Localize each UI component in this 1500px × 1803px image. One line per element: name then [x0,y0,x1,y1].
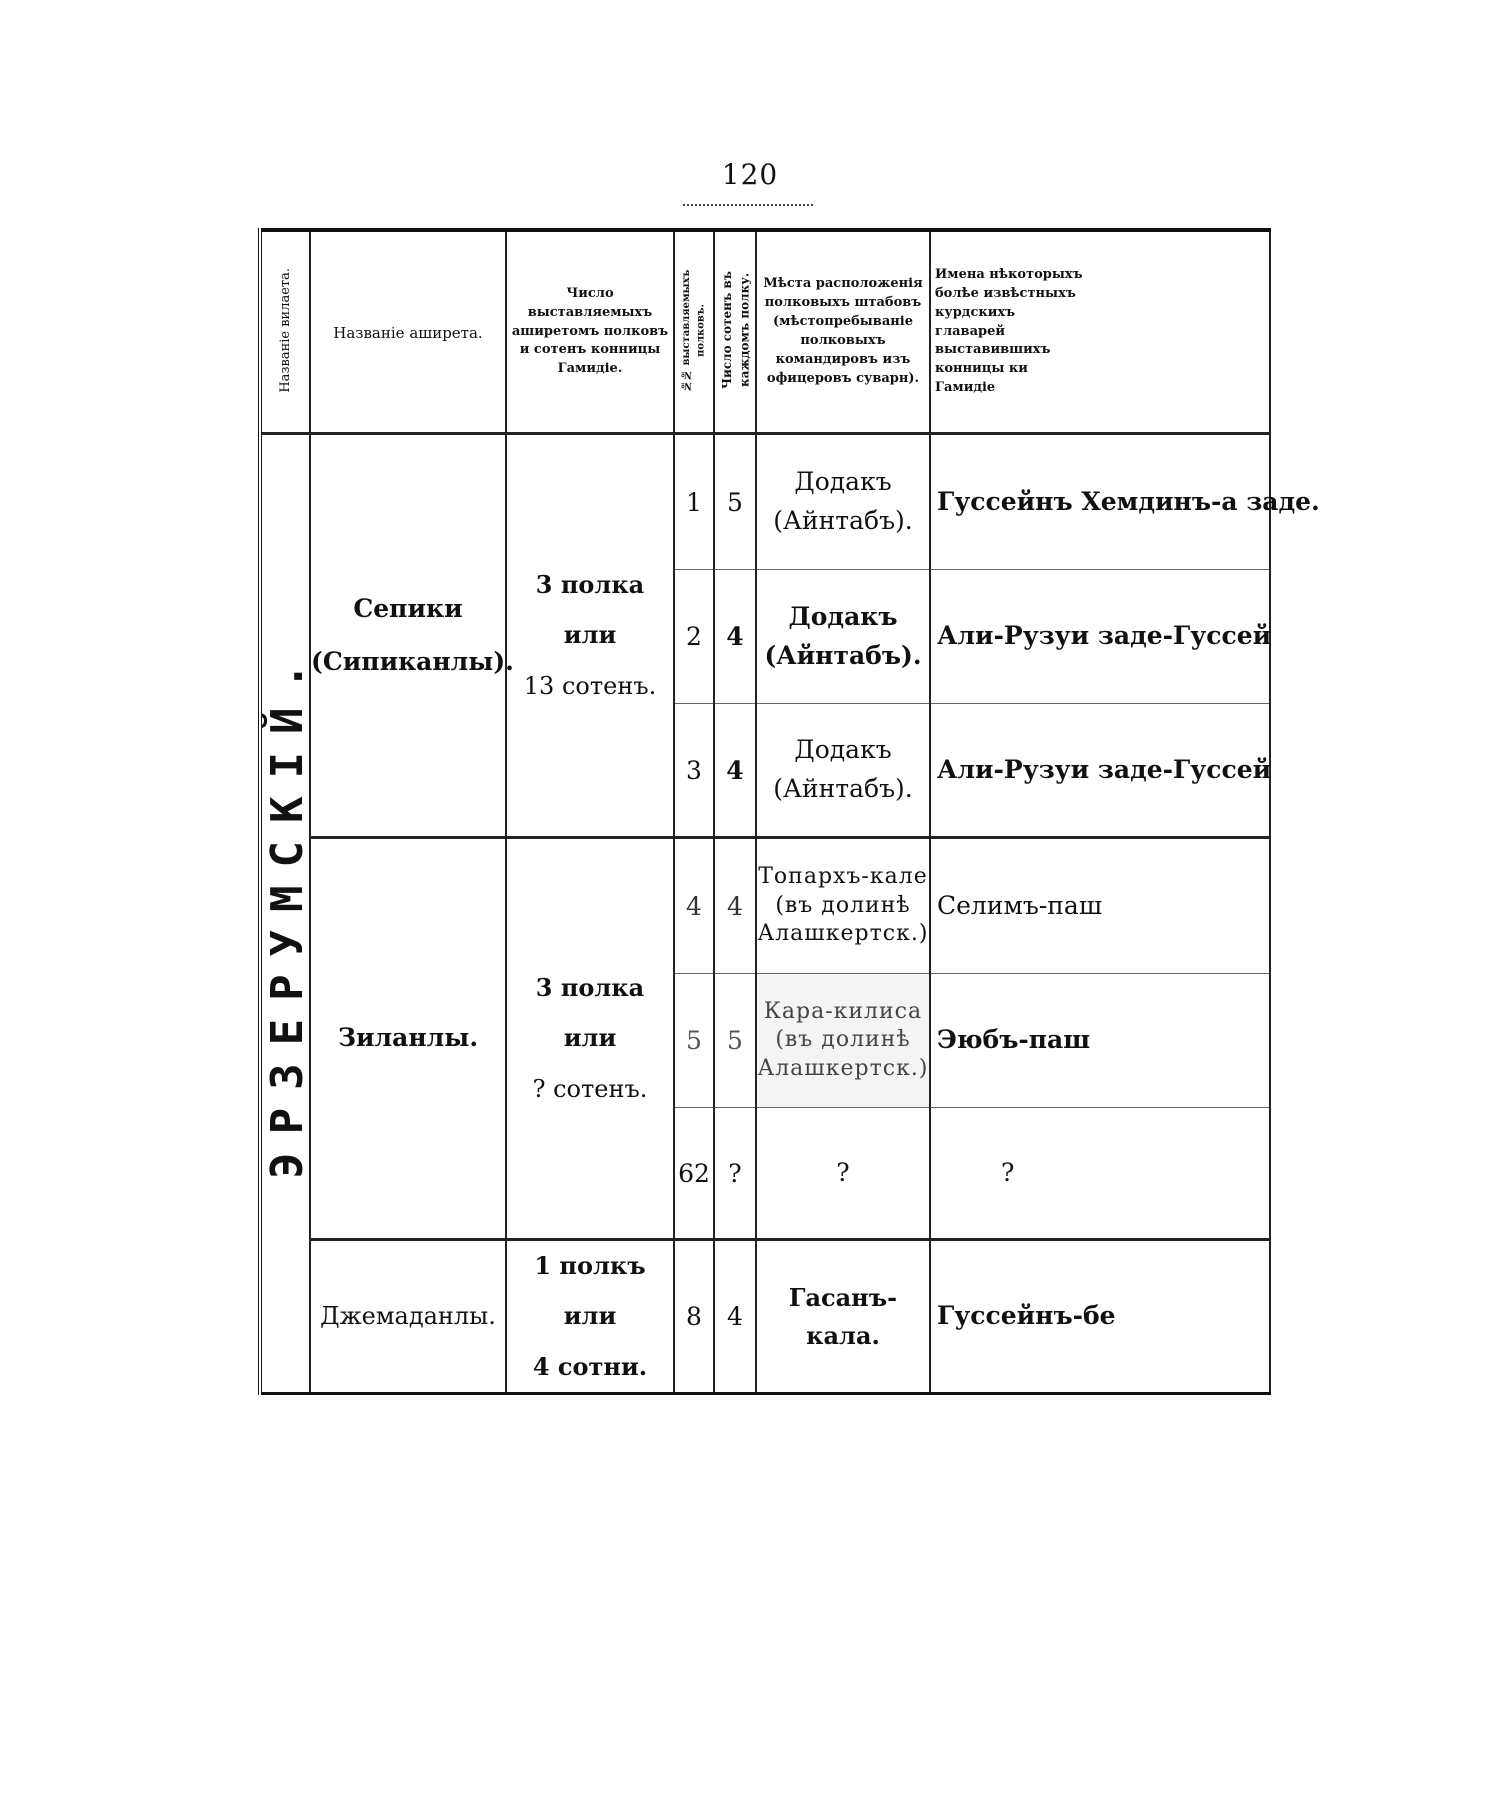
ashiret-name: Джемаданлы. [320,1302,496,1331]
vilayet-cell [260,434,313,1394]
sotni-count: 4 [714,570,756,704]
leader-name: Гуссейнъ-бе [930,1240,1270,1394]
headquarters-place: Додакъ (Айнтабъ). [756,570,930,704]
count-line1: 1 полкъ или [534,1251,646,1331]
leader-name: ? [930,1108,1270,1240]
header-sotni-text: Число сотенъ въ каждомъ полку. [720,271,752,389]
count-cell [506,838,674,1240]
sotni-count: 4 [714,1240,756,1394]
headquarters-place: Кара-килиса (въ долинѣ Алашкертск.) [756,974,930,1108]
header-regiment-no [674,230,714,434]
hamidiye-regiments-table [258,228,1320,1395]
hamidiye-table-wrapper [258,228,1320,1524]
ashiret-cell [310,1240,506,1394]
headquarters-place: Додакъ (Айнтабъ). [756,434,930,570]
sotni-count: ? [714,1108,756,1240]
header-sotni [714,230,756,434]
count-line2: 4 сотни. [532,1351,648,1381]
headquarters-place: Гасанъ-кала. [756,1240,930,1394]
header-ashiret-text: Названіе аширета. [333,323,483,342]
page-number: 120 [721,158,779,191]
regiment-number: 3 [674,704,714,838]
page-number-ornament [683,198,813,206]
leader-name: Али-Рузуи заде-Гуссей [930,704,1270,838]
count-cell [506,1240,674,1394]
header-count [506,230,674,434]
ashiret-cell [310,838,506,1240]
header-names [930,230,1270,434]
vilayet-name: ЭРЗЕРУМСКІЙ. [262,644,313,1179]
count-cell [506,434,674,838]
headquarters-place: Додакъ (Айнтабъ). [756,704,930,838]
regiment-number: 2 [674,570,714,704]
header-vilayet-text: Названіе вилаета. [277,267,293,393]
header-regiment-no-text: №№ выставляемыхъ полковъ. [680,269,706,391]
leader-name: Эюбъ-паш [930,974,1270,1108]
count-line2: 13 сотенъ. [523,671,657,700]
sotni-count: 4 [714,838,756,974]
table-row [260,1240,1270,1394]
count-line1: 3 полка или [535,972,645,1053]
table-row [260,434,1270,570]
ashiret-name: Сепики [353,594,463,623]
headquarters-place: Топархъ-кале (въ долинѣ Алашкертск.) [756,838,930,974]
ashiret-cell [310,434,514,838]
header-ashiret [310,230,506,434]
headquarters-place: ? [756,1108,930,1240]
regiment-number: 5 [674,974,714,1108]
regiment-number: 1 [674,434,714,570]
header-count-text: Число выставляемыхъ аширетомъ полковъ и сотенъ конницы Гамидіе. [511,285,669,377]
leader-name: Селимъ-паш [930,838,1270,974]
leader-name: Гуссейнъ Хемдинъ-а заде. [930,434,1270,570]
sotni-count: 5 [714,434,756,570]
ashiret-name-alt: (Сипиканлы). [311,646,514,676]
sotni-count: 5 [714,974,756,1108]
leader-name: Али-Рузуи заде-Гуссей [930,570,1270,704]
count-line1: 3 полка или [535,569,645,650]
sotni-count: 4 [714,704,756,838]
header-places-text: Мѣста расположенія полковыхъ штабовъ (мѣстопребываніе полковыхъ командировъ изъ офицеровъ суварн). [763,276,923,386]
count-line2: ? сотенъ. [532,1074,648,1103]
regiment-number: 4 [674,838,714,974]
header-names-text: Имена нѣкоторыхъ болѣе извѣстныхъ курдскихъ главарей выставившихъ конницы ки Гамидіе [935,267,1083,396]
regiment-number: 62 [674,1108,714,1240]
regiment-number: 8 [674,1240,714,1394]
table-header-row [260,230,1270,434]
table-row [260,838,1270,974]
header-vilayet [260,230,310,434]
ashiret-name: Зиланлы. [337,1023,479,1053]
header-places [756,230,930,434]
